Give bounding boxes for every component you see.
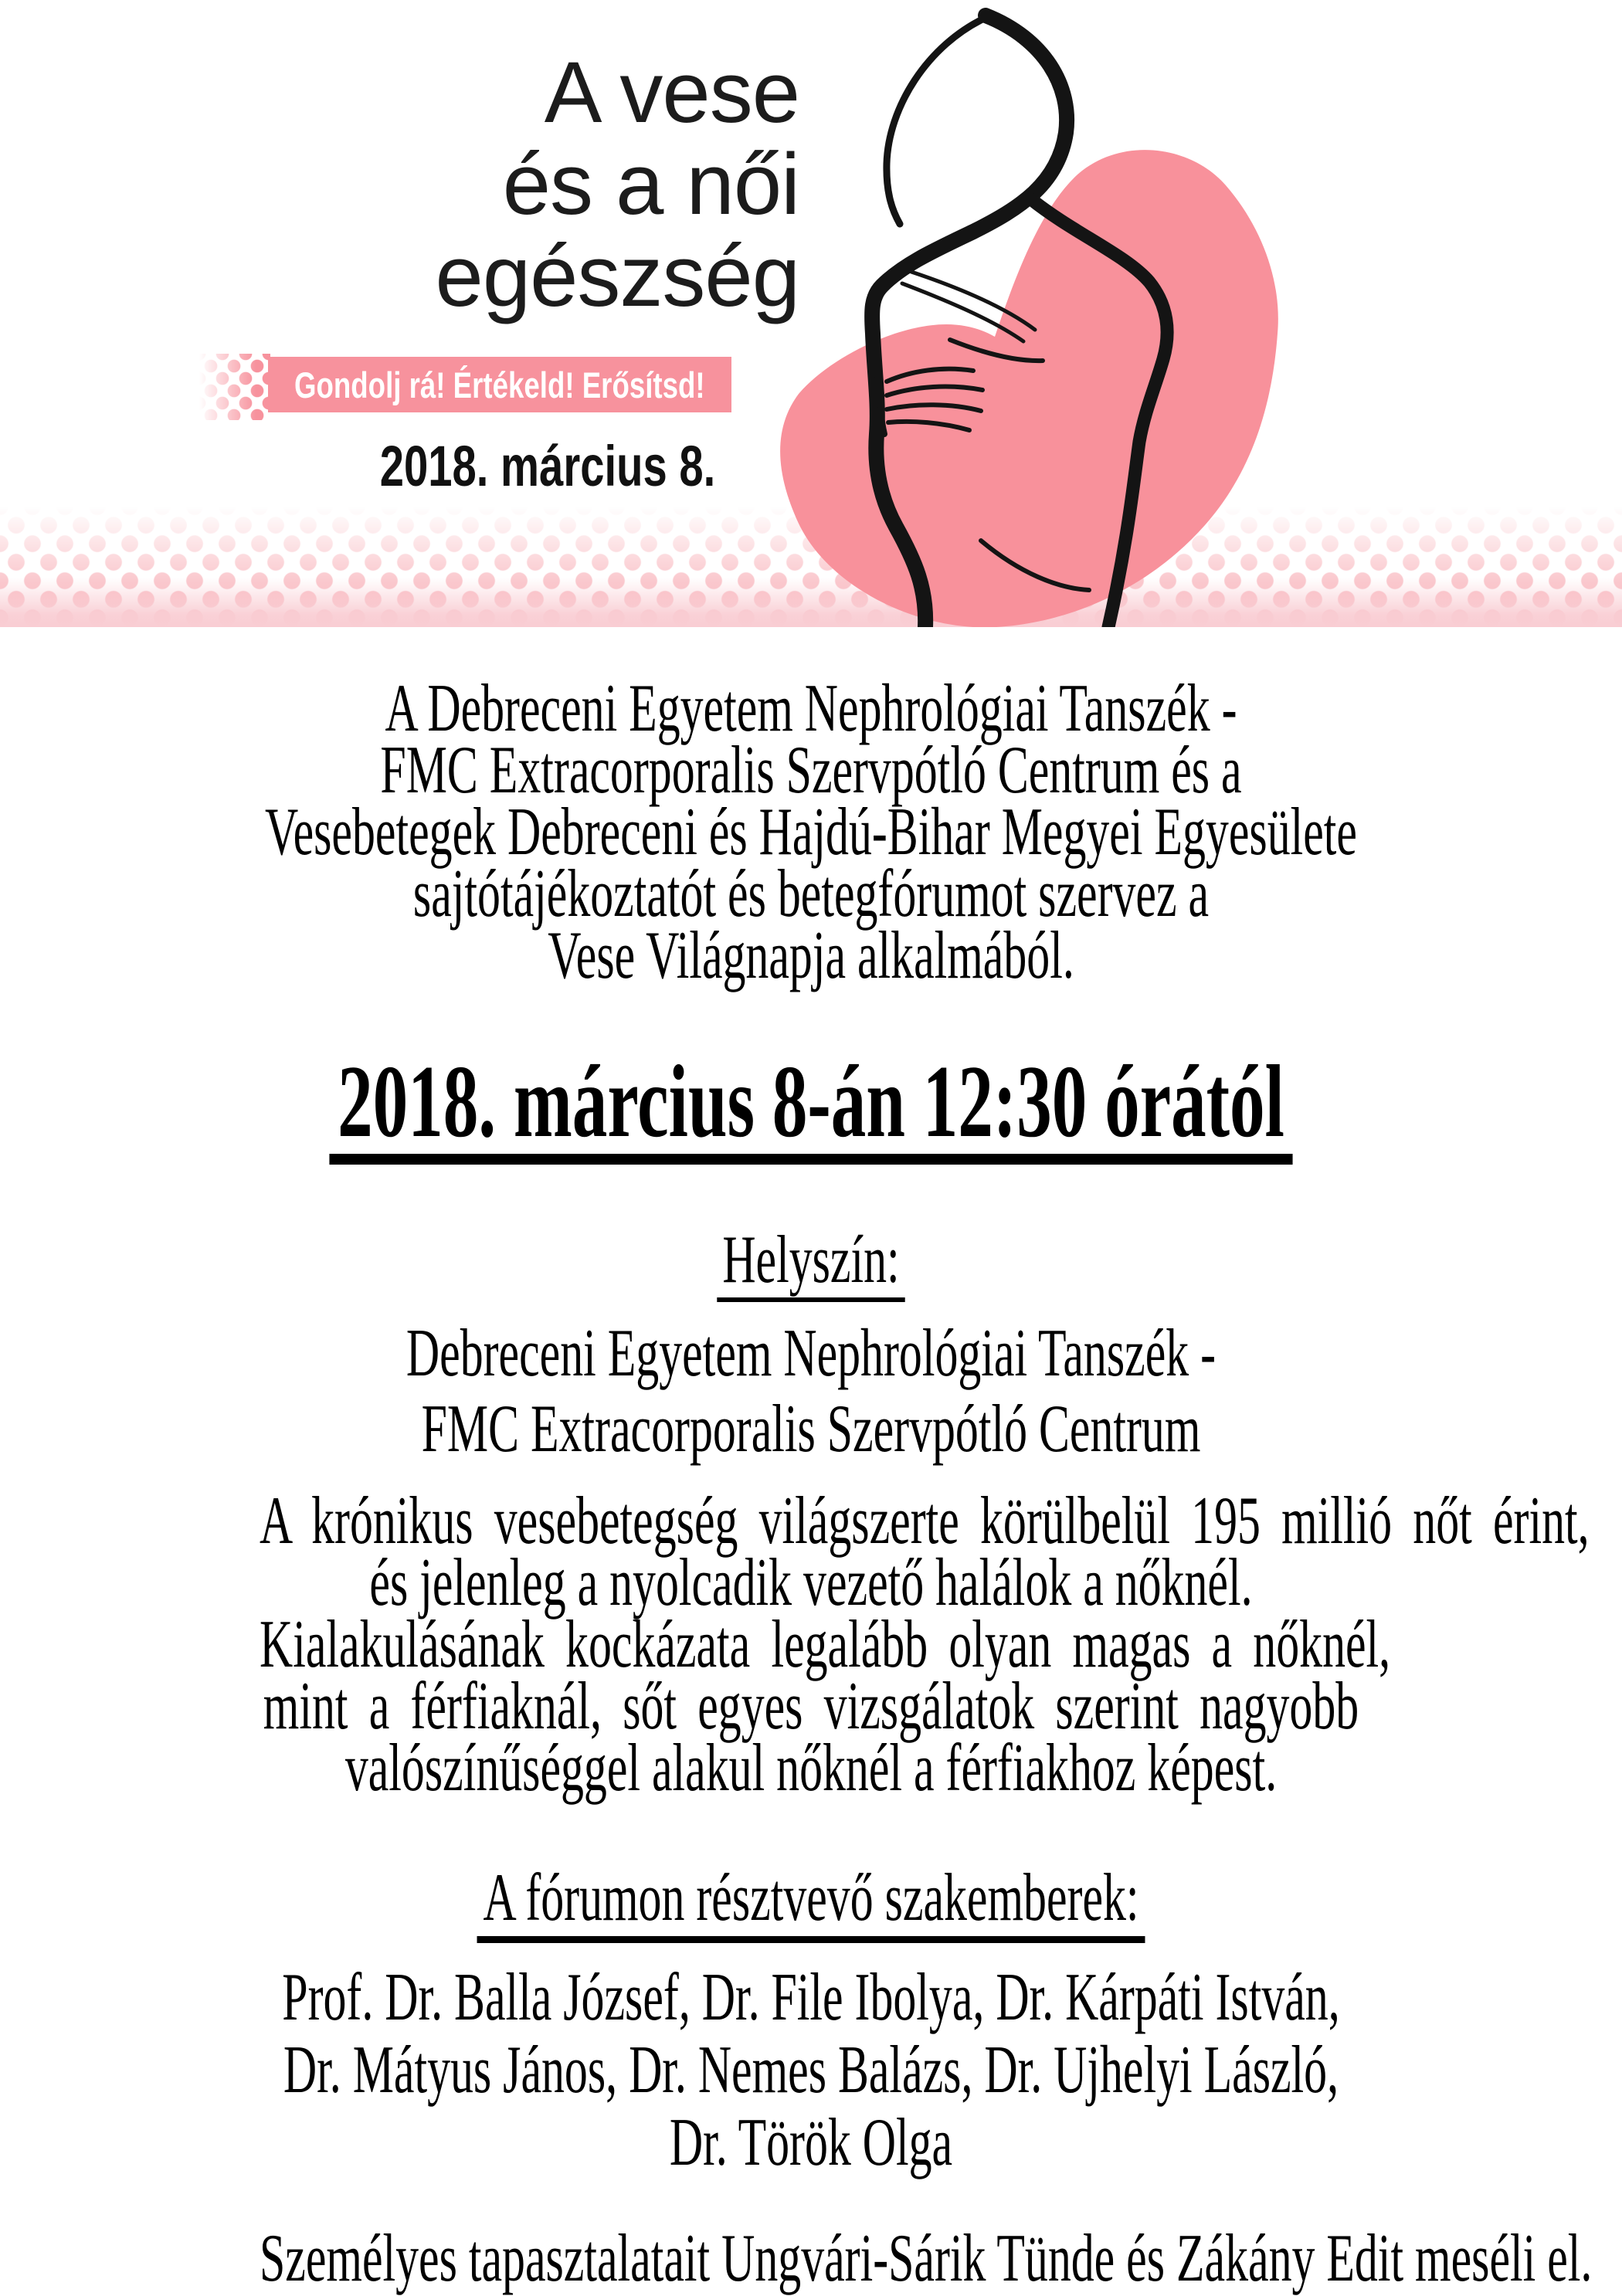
experts-line: Dr. Mátyus János, Dr. Nemes Balázs, Dr. Ujhelyi László, xyxy=(283,2033,1339,2108)
flyer-title xyxy=(0,46,799,322)
location-line: FMC Extracorporalis Szervpótló Centrum xyxy=(421,1392,1201,1467)
location-label xyxy=(260,1223,1362,1302)
stats-line: mint a férfiaknál, sőt egyes vizsgálatok szerint nagyobb xyxy=(263,1669,1359,1744)
woman-kidney-illustration xyxy=(741,0,1313,627)
intro-line: FMC Extracorporalis Szervpótló Centrum és a xyxy=(380,733,1242,808)
title-line-2: és a női xyxy=(502,136,799,232)
world-kidney-day-date: 2018. március 8. xyxy=(379,434,716,498)
stats-line: és jelenleg a nyolcadik vezető halálok a nőknél. xyxy=(369,1545,1253,1620)
intro-line: sajtótájékoztatót és betegfórumot szervez a xyxy=(412,856,1210,931)
flyer-header xyxy=(0,0,1622,627)
experts-names xyxy=(260,1962,1362,2179)
closing-line: Személyes tapasztalatait Ungvári-Sárik Tünde és Zákány Edit meséli el. xyxy=(260,2221,1593,2296)
slogan-banner xyxy=(268,357,731,412)
stats-line: valószínűséggel alakul nőknél a férfiakhoz képest. xyxy=(344,1731,1278,1806)
location-label-text: Helyszín: xyxy=(718,1229,905,1302)
location-lines xyxy=(260,1316,1362,1467)
flyer-body xyxy=(0,671,1622,2296)
statistics-paragraph xyxy=(260,1484,1590,1806)
title-line-3: egészség xyxy=(435,228,799,324)
location-line: Debreceni Egyetem Nephrológiai Tanszék - xyxy=(406,1316,1216,1391)
stats-line: Kialakulásának kockázata legalább olyan magas a nőknél, xyxy=(260,1607,1391,1682)
experts-line: Dr. Török Olga xyxy=(669,2105,953,2180)
title-line-1: A vese xyxy=(544,44,799,141)
stats-line: A krónikus vesebetegség világszerte körülbelül 195 millió nőt érint, xyxy=(260,1484,1590,1558)
experts-label xyxy=(260,1860,1362,1943)
intro-line: A Debreceni Egyetem Nephrológiai Tanszék - xyxy=(385,671,1237,746)
experts-line: Prof. Dr. Balla József, Dr. File Ibolya, Dr. Kárpáti István, xyxy=(282,1960,1340,2035)
slogan-text: Gondolj rá! Értékeld! Erősítsd! xyxy=(294,364,705,405)
event-datetime-text: 2018. március 8-án 12:30 órától xyxy=(329,1058,1293,1165)
pink-heart-blob xyxy=(780,150,1278,627)
banner-halftone-dots xyxy=(199,354,270,420)
experts-label-text: A fórumon résztvevő szakemberek: xyxy=(477,1867,1145,1943)
intro-line: Vese Világnapja alkalmából. xyxy=(548,918,1074,993)
event-datetime-heading xyxy=(260,1044,1362,1165)
intro-paragraph xyxy=(260,671,1362,993)
intro-line: Vesebetegek Debreceni és Hajdú-Bihar Megyei Egyesülete xyxy=(265,795,1357,870)
